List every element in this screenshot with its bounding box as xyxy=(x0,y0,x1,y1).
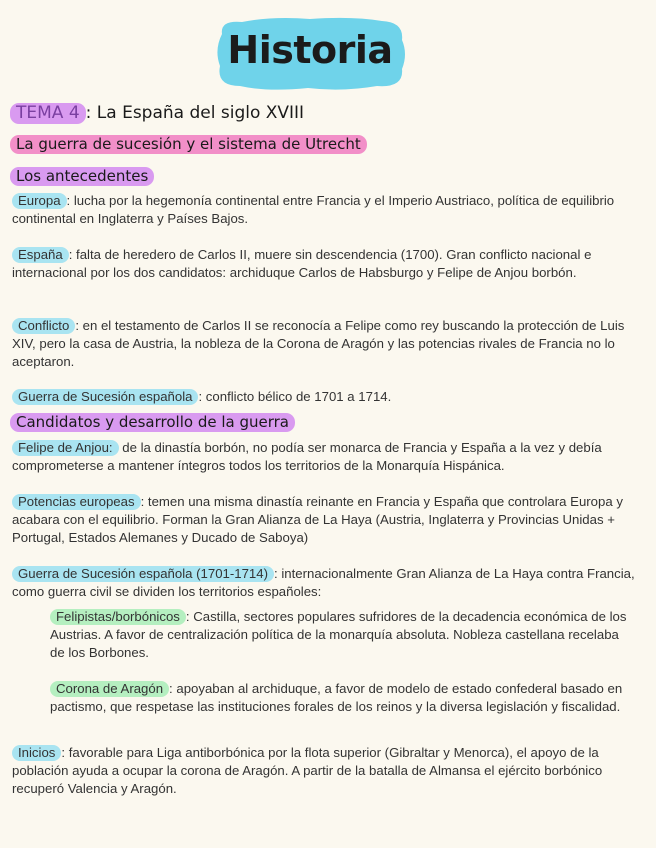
item-key: Potencias europeas xyxy=(12,494,141,510)
item-text: : falta de heredero de Carlos II, muere sin descendencia (1700). Gran conflicto nacional e internacional por los dos candidatos: archiduque Carlos de Habsburgo y Felipe de Anjou borbón. xyxy=(12,247,592,280)
item-key: Felipe de Anjou: xyxy=(12,440,119,456)
page-title: Historia xyxy=(227,28,393,72)
item-key: Guerra de Sucesión española (1701-1714) xyxy=(12,566,274,582)
item-text: : lucha por la hegemonía continental entre Francia y el Imperio Austriaco, política de equilibrio continental en Inglaterra y Países Bajos. xyxy=(12,193,615,226)
item-felipe xyxy=(12,439,636,475)
item-corona-aragon xyxy=(50,680,636,716)
item-felipistas xyxy=(50,608,636,662)
item-text: : internacionalmente Gran Alianza de La Haya contra Francia, como guerra civil se dividen los territorios españoles: xyxy=(12,566,635,599)
item-text: : en el testamento de Carlos II se reconocía a Felipe como rey buscando la protección de Luis XIV, pero la casa de Austria, la nobleza de la Corona de Aragón y las potencias rivales de Francia no lo aceptaron. xyxy=(12,318,625,369)
item-espana xyxy=(12,246,636,282)
subtitle-heading xyxy=(10,135,367,153)
title-banner xyxy=(212,14,408,92)
item-europa xyxy=(12,192,636,228)
item-text: : favorable para Liga antiborbónica por la flota superior (Gibraltar y Menorca), el apoyo de la población ayuda a ocupar la corona de Aragón. A partir de la batalla de Almansa el ejército borbónico recuperó Valencia y Aragón. xyxy=(12,745,603,796)
item-key: Guerra de Sucesión española xyxy=(12,389,198,405)
tema-heading xyxy=(10,103,304,123)
item-key: Conflicto xyxy=(12,318,75,334)
item-key: Europa xyxy=(12,193,67,209)
tema-text: : La España del siglo XVIII xyxy=(85,103,305,123)
section-heading-candidatos xyxy=(10,413,295,431)
item-key: Felipistas/borbónicos xyxy=(50,609,186,625)
section-heading-antecedentes xyxy=(10,167,154,185)
item-inicios xyxy=(12,744,636,798)
item-text: de la dinastía borbón, no podía ser monarca de Francia y España a la vez y debía comprometerse a mantener íntegros todos los territorios de la Monarquía Hispánica. xyxy=(12,440,602,473)
item-text: : apoyaban al archiduque, a favor de modelo de estado confederal basado en pactismo, que respetase las instituciones forales de los reinos y la diversa legislación y fiscalidad. xyxy=(50,681,623,714)
item-text: : conflicto bélico de 1701 a 1714. xyxy=(198,389,392,404)
section1-title: Los antecedentes xyxy=(10,167,154,186)
subtitle: La guerra de sucesión y el sistema de Utrecht xyxy=(10,135,367,154)
item-guerra xyxy=(12,388,636,406)
item-key: Corona de Aragón xyxy=(50,681,169,697)
item-key: España xyxy=(12,247,69,263)
item-conflicto xyxy=(12,317,636,371)
item-potencias xyxy=(12,493,636,547)
tema-label: TEMA 4 xyxy=(16,103,80,123)
item-guerra-fechas xyxy=(12,565,636,601)
section2-title: Candidatos y desarrollo de la guerra xyxy=(10,413,295,432)
item-text: : Castilla, sectores populares sufridores de la decadencia económica de los Austrias. A favor de centralización política de la monarquía absoluta. Nobleza castellana recelaba de los Borbones. xyxy=(50,609,627,660)
item-key: Inicios xyxy=(12,745,61,761)
item-text: : temen una misma dinastía reinante en Francia y España que controlara Europa y acabara con el equilibrio. Forman la Gran Alianza de La Haya (Austria, Inglaterra y Provincias Unidas + Portugal, Estados Alemanes y Ducado de Saboya) xyxy=(12,494,623,545)
